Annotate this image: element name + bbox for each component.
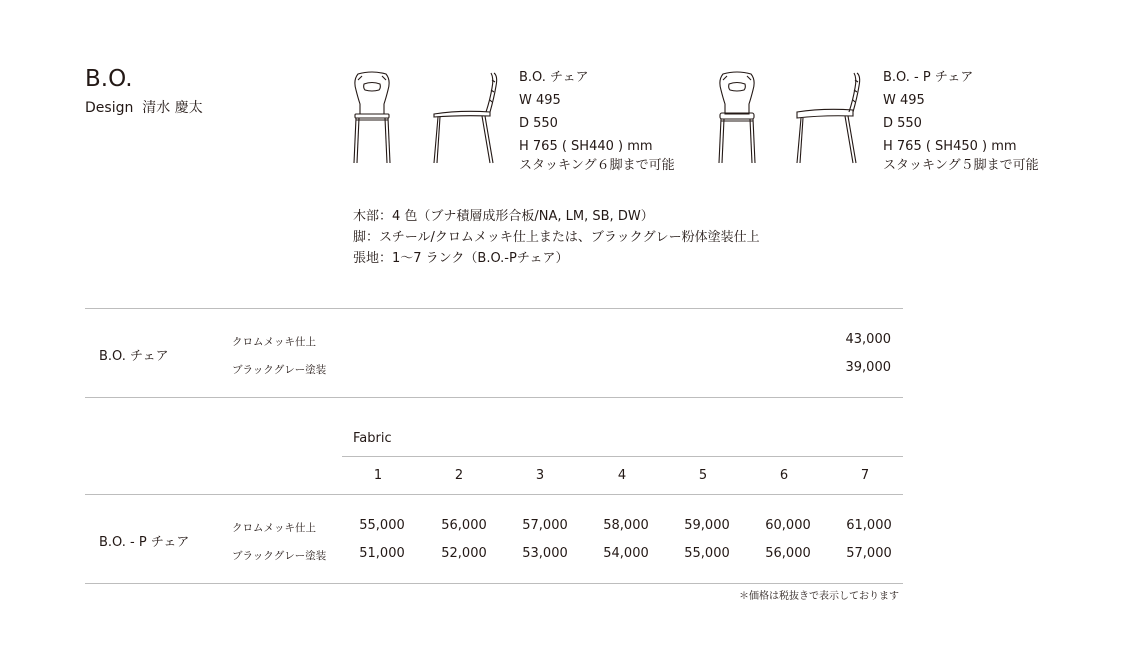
table2-price-cell: 55,000	[359, 518, 405, 533]
table2-price-cell: 52,000	[441, 546, 487, 561]
divider	[85, 583, 903, 584]
designer-credit	[85, 97, 203, 117]
fabric-label: Fabric	[353, 431, 392, 446]
depth-spec: D 550	[519, 116, 558, 131]
page-title: B.O.	[85, 66, 133, 92]
height-spec: H 765 ( SH440 ) mm	[519, 139, 653, 154]
table2-price-cell: 56,000	[765, 546, 811, 561]
divider	[85, 397, 903, 398]
legs-note: 脚：スチール/クロムメッキ仕上または、ブラックグレー粉体塗装仕上	[353, 230, 760, 245]
fabric-rank-header: 6	[779, 468, 789, 483]
depth-spec: D 550	[883, 116, 922, 131]
table2-price-cell: 59,000	[684, 518, 730, 533]
table2-price-cell: 56,000	[441, 518, 487, 533]
table2-price-cell: 53,000	[522, 546, 568, 561]
table2-price-cell: 54,000	[603, 546, 649, 561]
table2-product-name: B.O. - P チェア	[99, 535, 190, 550]
upholstery-note: 張地：1〜7 ランク（B.O.-Pチェア）	[353, 251, 569, 266]
tax-footnote: ＊価格は税抜きで表示しております	[739, 591, 899, 602]
table1-product-name: B.O. チェア	[99, 349, 169, 364]
table1-finish-chrome: クロムメッキ仕上	[232, 336, 316, 348]
table2-price-cell: 57,000	[522, 518, 568, 533]
table2-price-cell: 57,000	[846, 546, 892, 561]
table1-price-chrome: 43,000	[845, 332, 891, 347]
wood-note: 木部：4 色（ブナ積層成形合板/NA, LM, SB, DW）	[353, 209, 654, 224]
table2-price-cell: 61,000	[846, 518, 892, 533]
product-name: B.O. - P チェア	[883, 70, 974, 85]
divider	[85, 308, 903, 309]
fabric-rank-header: 2	[454, 468, 464, 483]
table2-price-cell: 55,000	[684, 546, 730, 561]
fabric-rank-header: 3	[535, 468, 545, 483]
table2-price-cell: 51,000	[359, 546, 405, 561]
fabric-rank-header: 7	[860, 468, 870, 483]
stacking-spec: スタッキング５脚まで可能	[883, 158, 1039, 173]
width-spec: W 495	[519, 93, 561, 108]
divider	[85, 494, 903, 495]
table2-finish-blackgray: ブラックグレー塗装	[232, 550, 327, 562]
height-spec: H 765 ( SH450 ) mm	[883, 139, 1017, 154]
table1-finish-blackgray: ブラックグレー塗装	[232, 364, 327, 376]
stacking-spec: スタッキング６脚まで可能	[519, 158, 675, 173]
divider	[342, 456, 903, 457]
bo-p-chair-side-illustration	[793, 70, 863, 166]
fabric-rank-header: 4	[617, 468, 627, 483]
bo-p-chair-specs	[883, 66, 1039, 177]
bo-chair-specs	[519, 66, 675, 177]
design-label: Design	[85, 100, 134, 116]
table2-finish-chrome: クロムメッキ仕上	[232, 522, 316, 534]
fabric-rank-header: 1	[373, 468, 383, 483]
width-spec: W 495	[883, 93, 925, 108]
bo-p-chair-front-illustration	[715, 70, 759, 166]
bo-chair-side-illustration	[430, 70, 500, 166]
bo-chair-front-illustration	[350, 70, 394, 166]
material-notes	[353, 206, 760, 269]
table2-price-cell: 58,000	[603, 518, 649, 533]
designer-name: 清水 慶太	[142, 100, 203, 116]
product-name: B.O. チェア	[519, 70, 589, 85]
fabric-rank-header: 5	[698, 468, 708, 483]
table1-price-blackgray: 39,000	[845, 360, 891, 375]
table2-price-cell: 60,000	[765, 518, 811, 533]
